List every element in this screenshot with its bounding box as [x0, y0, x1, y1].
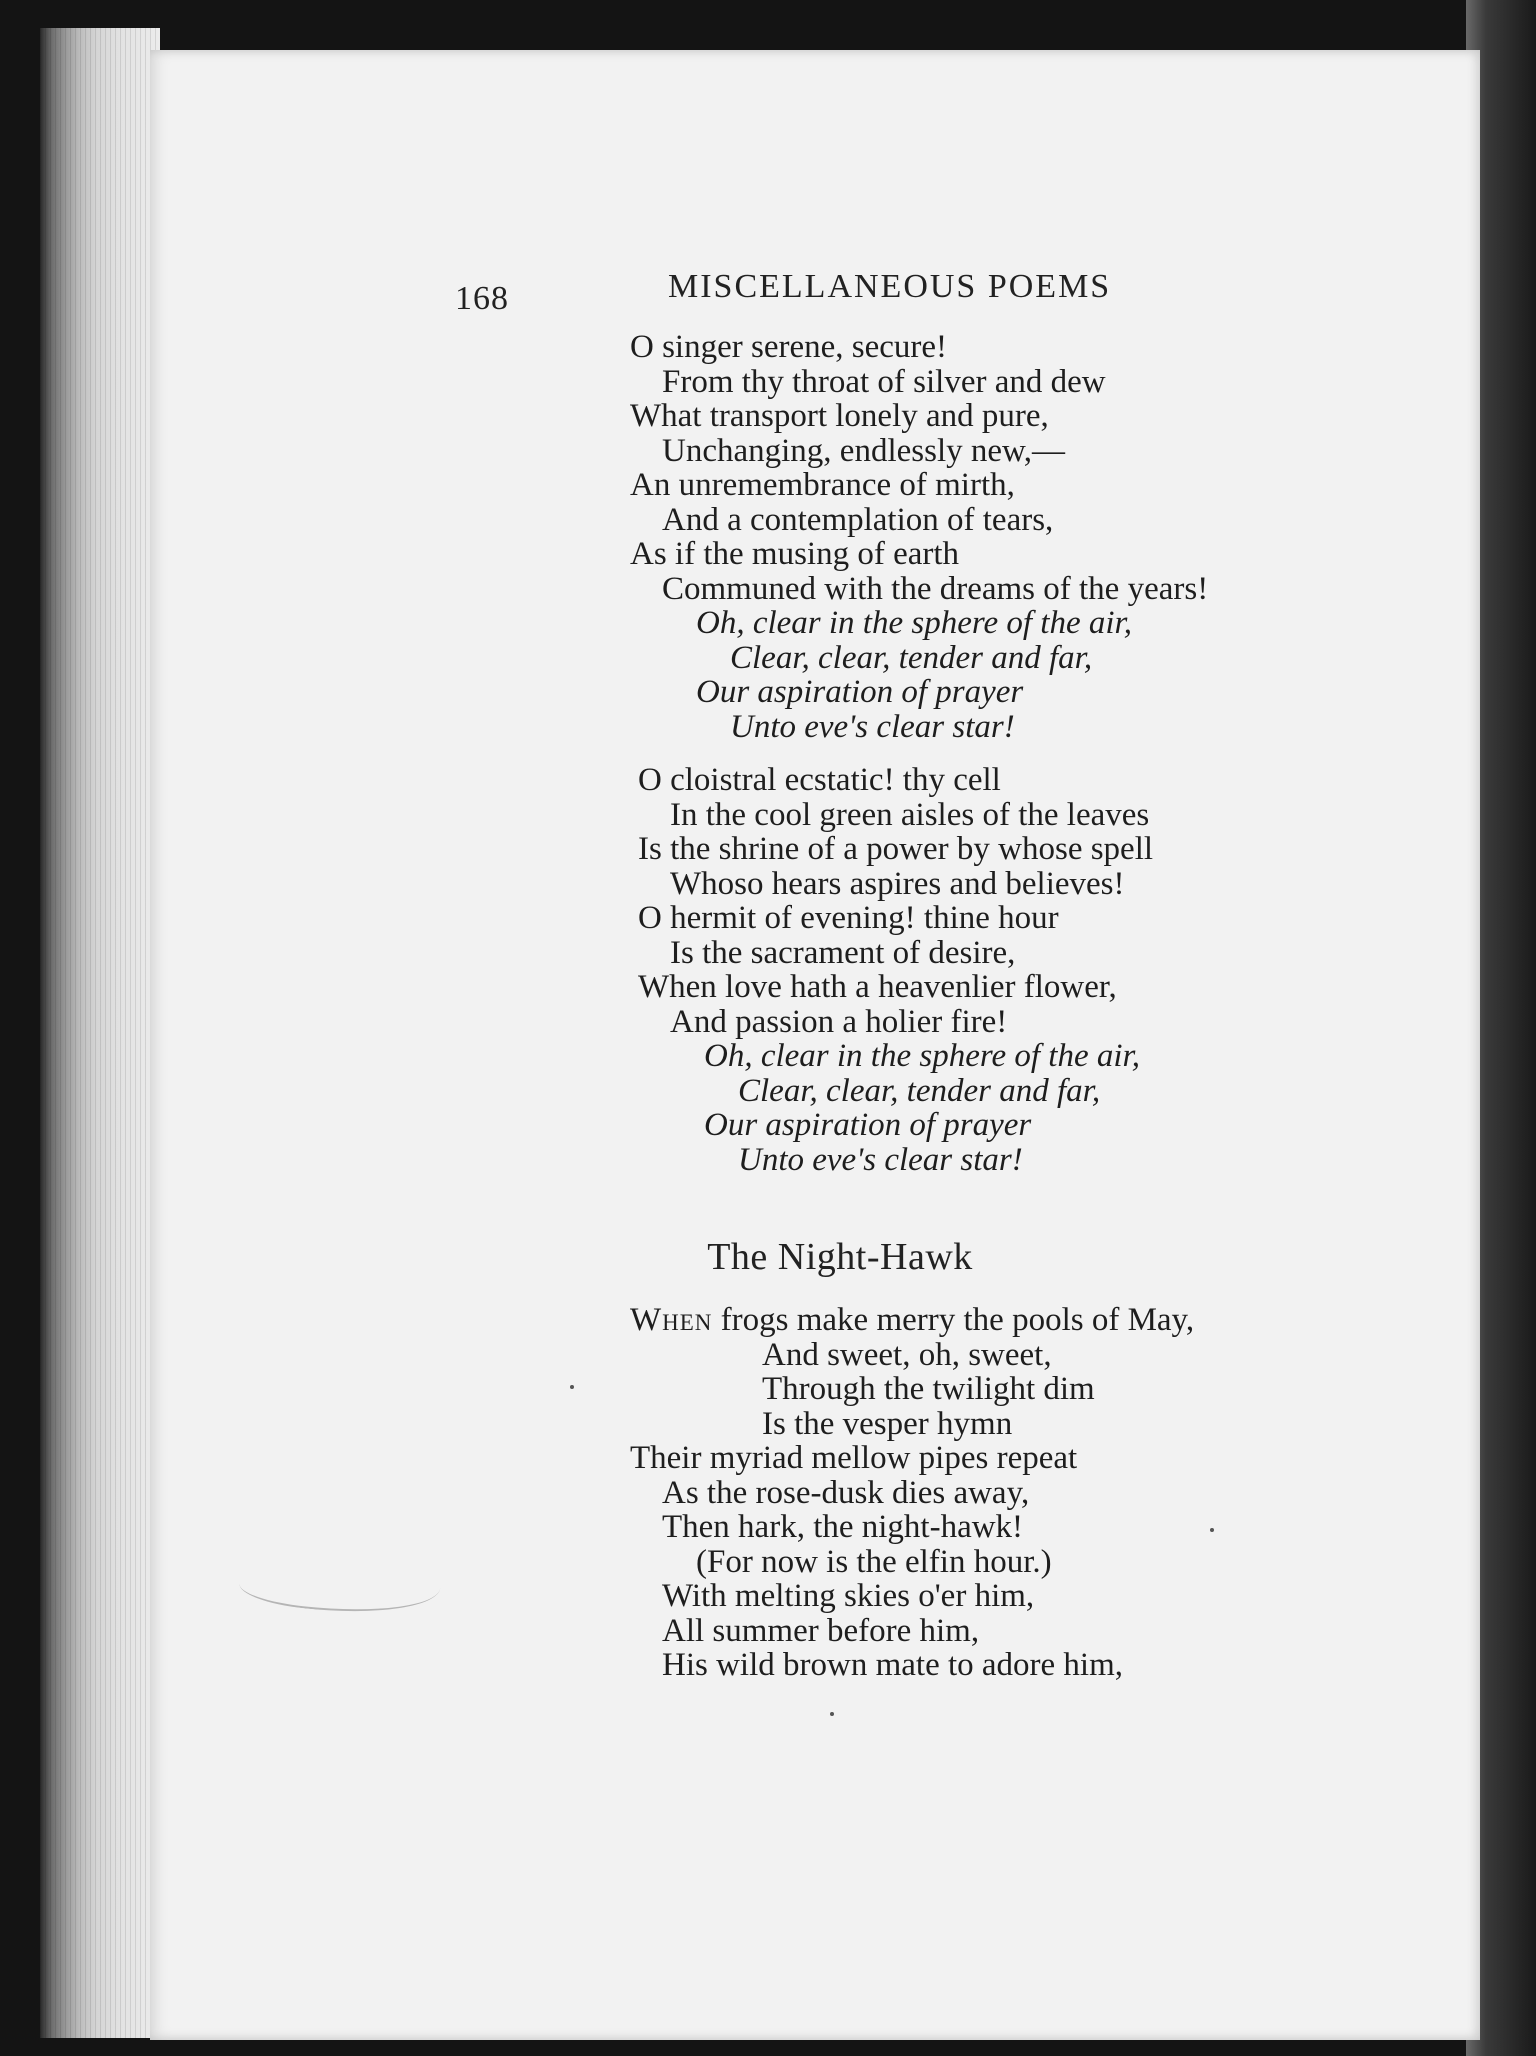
- poem-first-line: [630, 1303, 1194, 1338]
- poem-line: As the rose-dusk dies away,: [662, 1474, 1030, 1511]
- refrain-line: Our aspiration of prayer: [704, 1107, 1032, 1143]
- stanza-1: [630, 330, 1208, 744]
- poem-line: Then hark, the night-hawk!: [662, 1509, 1024, 1545]
- refrain-line: Oh, clear in the sphere of the air,: [704, 1038, 1140, 1074]
- refrain-line: Clear, clear, tender and far,: [730, 639, 1093, 676]
- refrain-line: Unto eve's clear star!: [730, 708, 1015, 745]
- poem-line: And passion a holier fire!: [670, 1003, 1008, 1040]
- poem-line: With melting skies o'er him,: [662, 1578, 1035, 1614]
- page-number: 168: [455, 280, 509, 317]
- poem-line: O singer serene, secure!: [630, 329, 948, 365]
- poem-line: O cloistral ecstatic! thy cell: [638, 762, 1001, 798]
- running-head: MISCELLANEOUS POEMS: [668, 268, 1112, 305]
- poem-line: What transport lonely and pure,: [630, 398, 1049, 434]
- poem-title: The Night-Hawk: [707, 1236, 973, 1278]
- refrain-line: Oh, clear in the sphere of the air,: [696, 605, 1132, 641]
- ink-speck: [570, 1385, 574, 1389]
- poem-line: And sweet, oh, sweet,: [762, 1336, 1052, 1373]
- poem-line: When love hath a heavenlier flower,: [638, 969, 1117, 1005]
- poem-line: And a contemplation of tears,: [662, 501, 1054, 538]
- refrain-line: Our aspiration of prayer: [696, 674, 1024, 710]
- ink-speck: [1210, 1528, 1214, 1532]
- poem-line: O hermit of evening! thine hour: [638, 900, 1059, 936]
- poem-line: Their myriad mellow pipes repeat: [630, 1440, 1078, 1476]
- stanza-2: [638, 763, 1153, 1177]
- ink-speck: [830, 1712, 834, 1716]
- poem-line: Through the twilight dim: [762, 1371, 1095, 1407]
- drop-word: When: [630, 1302, 713, 1338]
- poem-line: Is the sacrament of desire,: [670, 934, 1016, 971]
- poem-line: Communed with the dreams of the years!: [662, 570, 1209, 607]
- first-line-text: frogs make merry the pools of May,: [712, 1302, 1195, 1338]
- poem-line: Is the vesper hymn: [762, 1405, 1013, 1442]
- poem-line: Whoso hears aspires and believes!: [670, 865, 1125, 902]
- poem-line: All summer before him,: [662, 1612, 980, 1649]
- poem-line: As if the musing of earth: [630, 536, 960, 572]
- poem-line: His wild brown mate to adore him,: [662, 1647, 1124, 1683]
- poem-line: (For now is the elfin hour.): [696, 1543, 1052, 1580]
- poem-night-hawk: [630, 1303, 1194, 1683]
- refrain-line: Unto eve's clear star!: [738, 1141, 1023, 1178]
- poem-line: An unremembrance of mirth,: [630, 467, 1015, 503]
- book-page-edges: [40, 28, 160, 2038]
- page-sheet: [150, 50, 1480, 2040]
- refrain-line: Clear, clear, tender and far,: [738, 1072, 1101, 1109]
- poem-line: In the cool green aisles of the leaves: [670, 796, 1150, 833]
- poem-line: Is the shrine of a power by whose spell: [638, 831, 1154, 867]
- poem-line: From thy throat of silver and dew: [662, 363, 1106, 400]
- poem-line: Unchanging, endlessly new,—: [662, 432, 1065, 469]
